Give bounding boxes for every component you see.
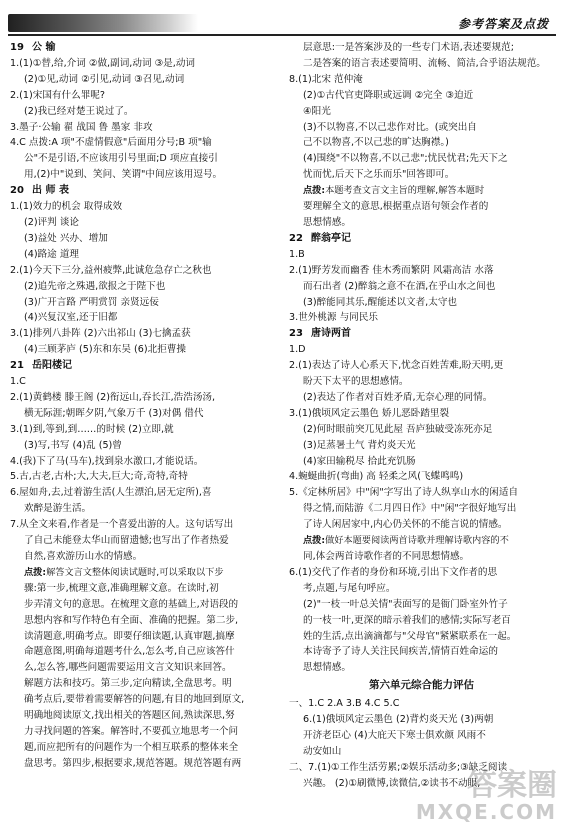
answer-line: 6.(1)交代了作者的身份和环境,引出下文作者的思	[289, 566, 498, 578]
section-number: 20	[10, 185, 24, 197]
answer-line: 本诗寄予了诗人关注民间疾苦,情情百姓命运的	[303, 646, 498, 658]
note-line: 点拨:做好本题要阅读两首诗歌并理解诗歌内容的不	[303, 535, 509, 547]
answer-line: 读清题意,明确考点。即要仔细读题,认真审题,搞摩	[24, 630, 235, 642]
answer-line: (2)我已经对楚王说过了。	[24, 105, 134, 117]
answer-line: (2)"一枝一叶总关情"表面写的是衙门卧室外竹子	[303, 598, 508, 610]
answer-line: 3.(1)俄顷风定云墨色 娇儿恶卧踏里裂	[289, 407, 450, 419]
answer-line: 力寻找问题的答案。解答时,不要孤立地思考一个问	[24, 725, 239, 737]
answer-line: (4)家田输税尽 拾此充饥肠	[303, 455, 416, 467]
answer-line: 了诗人闲居家中,内心仍关怀的不能言说的情感。	[303, 519, 508, 531]
section-title: 岳阳楼记	[32, 360, 72, 372]
note-label: 点拨:	[303, 185, 326, 197]
answer-line: (4)兴复汉室,还于旧都	[24, 312, 118, 324]
answer-line: 2.(1)表达了诗人心系天下,忧念百姓苦难,盼天明,更	[289, 360, 504, 372]
answer-line: ④阳光	[303, 105, 331, 117]
header-title: 参考答案及点拨	[457, 17, 549, 31]
answer-line: 1.C	[10, 376, 26, 388]
answer-line: 解题方法和技巧。第三步,定向精读,全盘思考。明	[24, 678, 232, 690]
answer-line: 4.(我)下了马(马车),找到泉水激口,才能说话。	[10, 455, 204, 467]
answer-line: 兴趣。 (2)①刷微博,读微信,②读书不动眼,	[303, 777, 481, 789]
answer-line: 2.(1)宋国有什么罪呢?	[10, 89, 105, 101]
answer-line: 的一枝一叶,更深的暗示着我们的感情;实际写老百	[303, 614, 511, 626]
answer-line: 5.古,古老,古朴;大,大夫,巨大;奇,奇特,奇特	[10, 471, 188, 483]
section-heading	[10, 40, 272, 56]
answer-line: 3.世外桃源 与同民乐	[289, 312, 378, 324]
answer-line: (2)①古代官吏降职或远调 ②完全 ③迫近	[303, 89, 474, 101]
answer-line: 5.《定林所居》中"闲"字写出了诗人纵享山水的闲适自	[289, 487, 519, 499]
answer-line: 1.D	[289, 344, 306, 356]
answer-line: 确考点后,要带着需要解答的问题,有目的地回到原文,	[24, 694, 245, 706]
answer-line: 2.(1)野芳发而幽香 佳木秀而繁阴 风霜高洁 水落	[289, 264, 494, 276]
answer-line: 6.(1)俄顷风定云墨色 (2)背灼炎天光 (3)两朝	[303, 714, 494, 726]
answer-line: (3)益处 兴办、增加	[24, 232, 108, 244]
watermark-text: 答案圈	[467, 768, 557, 803]
note-line: 点拨:解答文言文整体阅读试题时,可以采取以下步	[24, 566, 224, 578]
answer-line: (3)不以物喜,不以己悲作对比。(或突出自	[303, 121, 477, 133]
watermark-logo	[347, 768, 557, 827]
answer-line: 得之情,而陆游《二月四日作》中"闲"字很好地写出	[303, 503, 517, 515]
answer-line: (2)表达了作者对百姓矛盾,无奈心理的同情。	[303, 391, 493, 403]
answer-line: (2)评判 谈论	[24, 216, 80, 228]
header-banner-image	[8, 14, 198, 32]
answer-line: 1.(1)效力的机会 取得成效	[10, 201, 123, 213]
section-title: 唐诗两首	[311, 328, 351, 340]
answer-line: 忧而忧,后天下之乐而乐"回答即可。	[303, 169, 455, 181]
answer-line: 欢醉是游生活。	[24, 503, 92, 515]
answer-line: 2.(1)黄鹤楼 滕王阁 (2)衔远山,吞长江,浩浩汤汤,	[10, 391, 216, 403]
note-label: 点拨:	[303, 535, 326, 547]
answer-line: 4.C 点拨:A 项"不虚情假意"后面用分号;B 项"输	[10, 137, 212, 149]
answer-line: 要理解全文的意思,根据重点语句领会作者的	[303, 201, 489, 213]
answer-line: (3)写,书写 (4)乱 (5)曾	[24, 439, 122, 451]
answer-line: (4)路途 道理	[24, 248, 80, 260]
answer-line: 一、1.C 2.A 3.B 4.C 5.C	[289, 698, 400, 710]
section-heading	[289, 326, 554, 342]
answer-line: 开济老臣心 (4)大庇天下寒士俱欢颜 风雨不	[303, 729, 486, 741]
answer-line: 用,(2)中"说到、笑问、笑谓"中间应该用逗号。	[24, 169, 223, 181]
section-heading	[289, 231, 554, 247]
answer-line: (4)围绕"不以物喜,不以己悲";忧民忧君;先天下之	[303, 153, 508, 165]
answer-line: 思想情感。	[303, 216, 351, 228]
answer-line: 横无际涯;朝晖夕阴,气象万千 (3)对偶 借代	[24, 407, 204, 419]
answer-line: (2)①见,动词 ②引见,动词 ③召见,动词	[24, 73, 185, 85]
answer-line: 盘思考。第四步,根据要求,规范答题。规范答题有两	[24, 757, 242, 769]
answer-line: 层意思:一是答案涉及的一些专门术语,表述要规范;	[303, 42, 514, 53]
answer-line: 己不以物喜,不以己悲的旷达胸襟。)	[303, 137, 449, 149]
answer-line: 1.(1)①替,给,介词 ②做,副词,动词 ③是,动词	[10, 57, 196, 69]
section-title: 出 师 表	[32, 185, 69, 197]
answer-line: 而石出者 (2)醉翁之意不在酒,在乎山水之间也	[303, 280, 496, 292]
section-title: 公 输	[32, 42, 56, 53]
answer-line: 3.(1)到,等到,到……的时候 (2)立即,就	[10, 423, 174, 435]
section-number: 23	[289, 328, 303, 340]
answer-line: 姓的生活,点出滴滴都与"父母官"紧紧联系在一起。	[303, 630, 517, 642]
answer-line: 3.(1)排列八卦阵 (2)六出祁山 (3)七擒孟获	[10, 328, 191, 340]
answer-line: 动安如山	[303, 745, 342, 757]
answer-line: 公"不是引语,不应该用引号里面;D 项应直接引	[24, 153, 218, 165]
answer-line: (3)足蒸暑土气 背灼炎天光	[303, 439, 416, 451]
answer-line: 2.(1)今天下三分,益州疲弊,此诚危急存亡之秋也	[10, 264, 212, 276]
section-number: 19	[10, 42, 24, 53]
note-line: 点拨:本题考查文言文主旨的理解,解答本题时	[303, 185, 485, 197]
answer-line: 7.从全文来看,作者是一个喜爱出游的人。这句话写出	[10, 519, 234, 531]
section-number: 22	[289, 232, 303, 244]
answer-line: 二、7.(1)①工作生活劳累;②娱乐活动多;③缺乏阅读	[289, 761, 508, 773]
answer-line: 二是答案的语言表述要简明、流畅、简洁,合乎语法规范。	[303, 57, 546, 69]
left-column	[10, 40, 272, 820]
answer-line: 自然,喜欢游历山水的情感。	[24, 551, 143, 562]
answer-line: 4.蜿蜒曲折(弯曲) 高 轻柔之风(飞蝶鸣鸣)	[289, 471, 464, 483]
answer-line: 1.B	[289, 248, 305, 260]
answer-line: (3)广开言路 严明赏罚 亲贤远佞	[24, 296, 159, 308]
answer-line: 骤:第一步,梳理文意,准确理解文意。在读时,初	[24, 582, 219, 594]
unit-title: 第六单元综合能力评估	[369, 679, 474, 692]
section-title: 醉翁亭记	[311, 232, 351, 244]
answer-line: 3.墨子·公输 翟 战国 鲁 墨家 非攻	[10, 121, 153, 133]
answer-line: (2)追先帝之殊遇,欲报之于陛下也	[24, 280, 166, 292]
answer-line: 盼天下太平的思想感情。	[303, 376, 409, 388]
section-heading	[10, 183, 272, 199]
answer-line: 同,体会两首诗歌作者的不同思想情感。	[303, 551, 470, 562]
watermark-url: MXQE.COM	[415, 800, 557, 824]
answer-line: 题,而应把所有的问题作为一个相互联系的整体来全	[24, 741, 239, 753]
answer-line: (2)何时眼前突兀见此屋 吾庐独破受冻死亦足	[303, 423, 493, 435]
answer-line: 了自己未能登太华山而留遗憾;也写出了作者热爱	[24, 535, 229, 547]
answer-line: 思想内容和写作特色有全面、准确的把握。第二步,	[24, 614, 239, 626]
header-rule	[8, 34, 556, 36]
answer-line: (4)三顾茅庐 (5)东和东吴 (6)北拒曹操	[24, 344, 186, 356]
answer-line: 么,怎么答,哪些问题需要运用文言文知识来回答。	[24, 662, 232, 674]
right-column	[289, 40, 554, 820]
answer-line: 8.(1)北宋 范仲淹	[289, 73, 363, 85]
answer-line: 命题意图,明确每道题考什么,怎么考,自己应该答什	[24, 646, 235, 658]
answer-line: 明确地阅读原文,找出相关的答题区间,熟读深思,努	[24, 710, 235, 722]
page-header	[0, 0, 563, 38]
answer-line: 思想情感。	[303, 662, 351, 674]
answer-line: (3)醉能同其乐,醒能述以文者,太守也	[303, 296, 458, 308]
answer-line: 步弄清文句的意思。在梳理文意的基础上,对语段的	[24, 598, 239, 610]
answer-line: 考,点题,与尾句呼应。	[303, 582, 396, 594]
section-heading	[10, 358, 272, 374]
note-label: 点拨:	[24, 566, 47, 578]
section-number: 21	[10, 360, 24, 372]
answer-line: 6.屋如舟,去,过着游生活(人生漂泊,居无定所),喜	[10, 487, 212, 499]
